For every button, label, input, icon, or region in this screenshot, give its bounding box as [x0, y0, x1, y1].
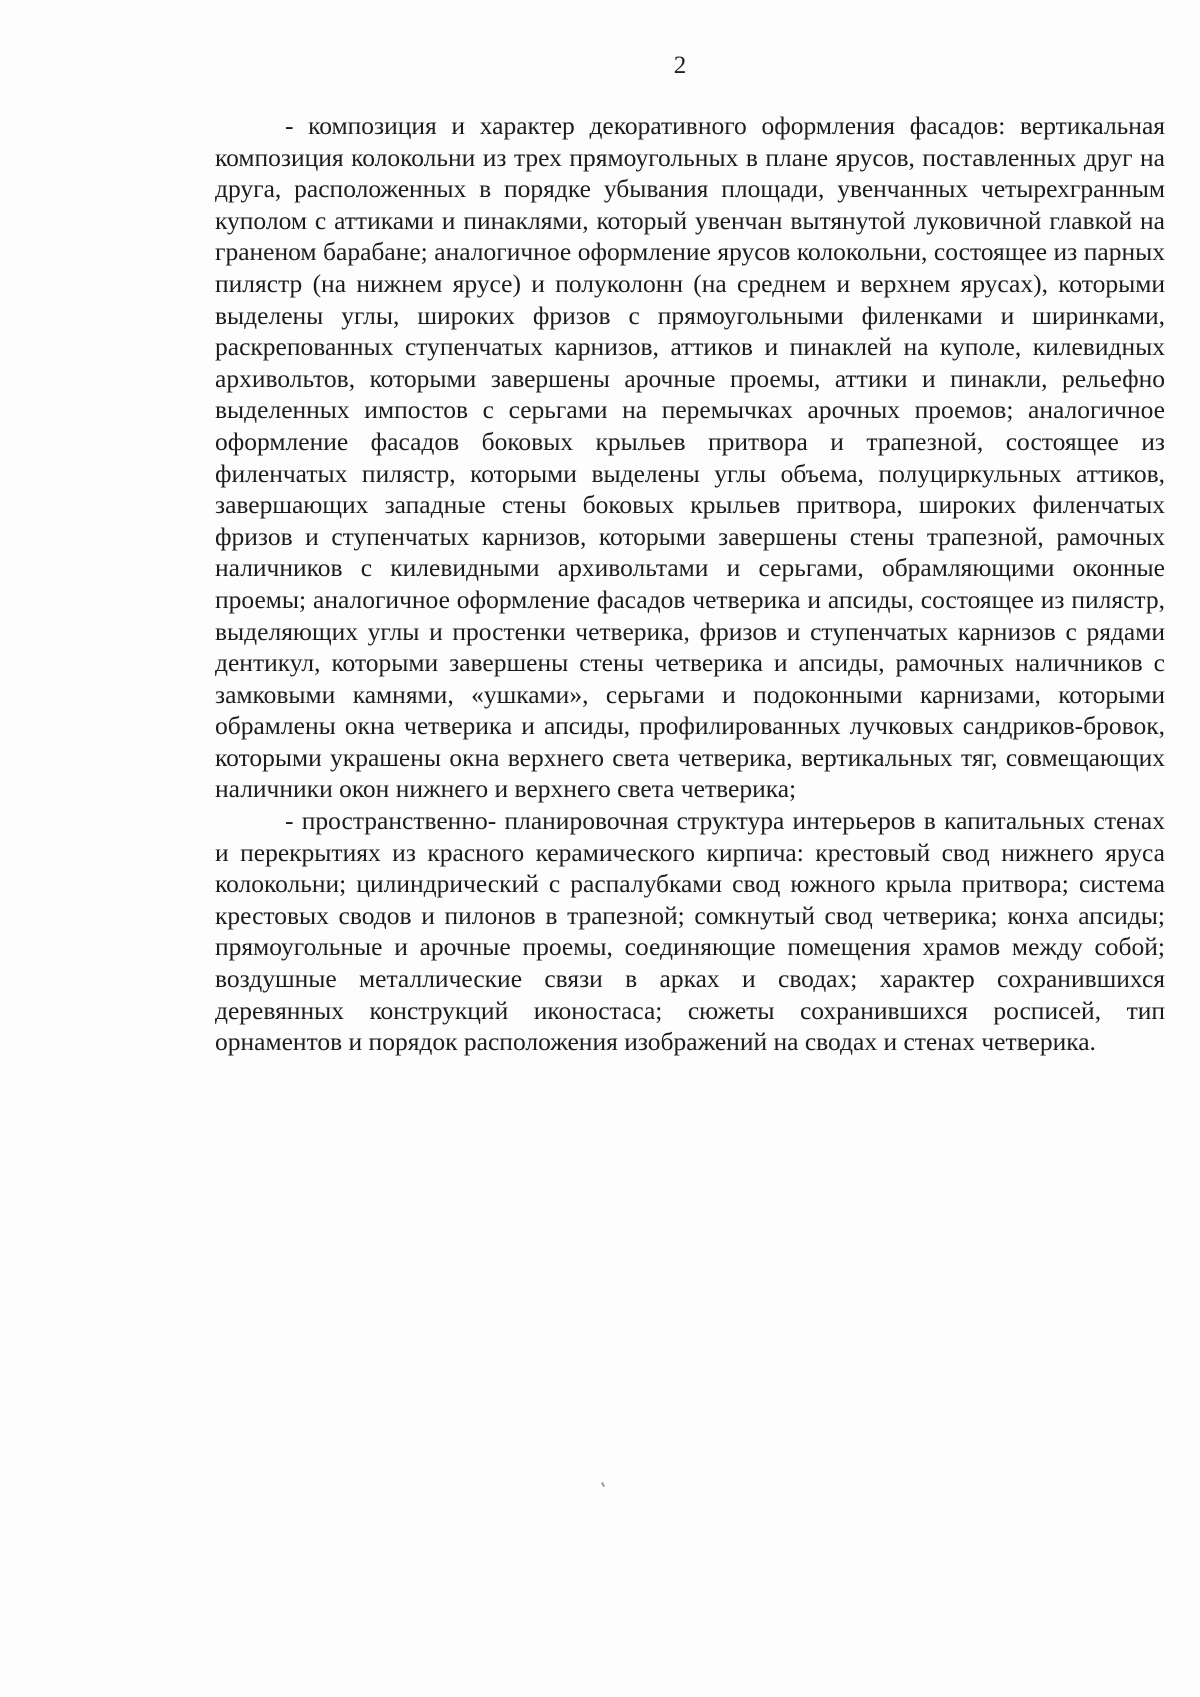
page-number: 2 — [673, 52, 687, 79]
scan-speck — [601, 1482, 605, 1487]
paragraph-facade-decoration: - композиция и характер декоративного оформления фасадов: вертикальная композиция колокольни из трех прямоугольных в плане ярусов, поставленных друг на друга, расположенных в порядке убывания площади, увенчанных четырехгранным куполом с аттиками и пинаклями, который увенчан вытянутой луковичной главкой на граненом барабане; аналогичное оформление ярусов колокольни, состоящее из парных пилястр (на нижнем ярусе) и полуколонн (на среднем и верхнем ярусах), которыми выделены углы, широких фризов с прямоугольными филенками и ширинками, раскрепованных ступенчатых карнизов, аттиков и пинаклей на куполе, килевидных архивольтов, которыми завершены арочные проемы, аттики и пинакли, рельефно выделенных импостов с серьгами на перемычках арочных проемов; аналогичное оформление фасадов боковых крыльев притвора и трапезной, состоящее из филенчатых пилястр, которыми выделены углы объема, полуциркульных аттиков, завершающих западные стены боковых крыльев притвора, широких филенчатых фризов и ступенчатых карнизов, которыми завершены стены трапезной, рамочных наличников с килевидными архивольтами и серьгами, обрамляющими оконные проемы; аналогичное оформление фасадов четверика и апсиды, состоящее из пилястр, выделяющих углы и простенки четверика, фризов и ступенчатых карнизов с рядами дентикул, которыми завершены стены четверика и апсиды, рамочных наличников с замковыми камнями, «ушками», серьгами и подоконными карнизами, которыми обрамлены окна четверика и апсиды, профилированных лучковых сандриков-бровок, которыми украшены окна верхнего света четверика, вертикальных тяг, совмещающих наличники окон нижнего и верхнего света четверика; — [215, 111, 1165, 804]
paragraph-interior-structure: - пространственно- планировочная структура интерьеров в капитальных стенах и перекрытиях из красного керамического кирпича: крестовый свод нижнего яруса колокольни; цилиндрический с распалубками свод южного крыла притвора; система крестовых сводов и пилонов в трапезной; сомкнутый свод четверика; конха апсиды; прямоугольные и арочные проемы, соединяющие помещения храмов между собой; воздушные металлические связи в арках и сводах; характер сохранившихся деревянных конструкций иконостаса; сюжеты сохранившихся росписей, тип орнаментов и порядок расположения изображений на сводах и стенах четверика. — [215, 806, 1165, 1057]
body-text — [215, 110, 1165, 1058]
